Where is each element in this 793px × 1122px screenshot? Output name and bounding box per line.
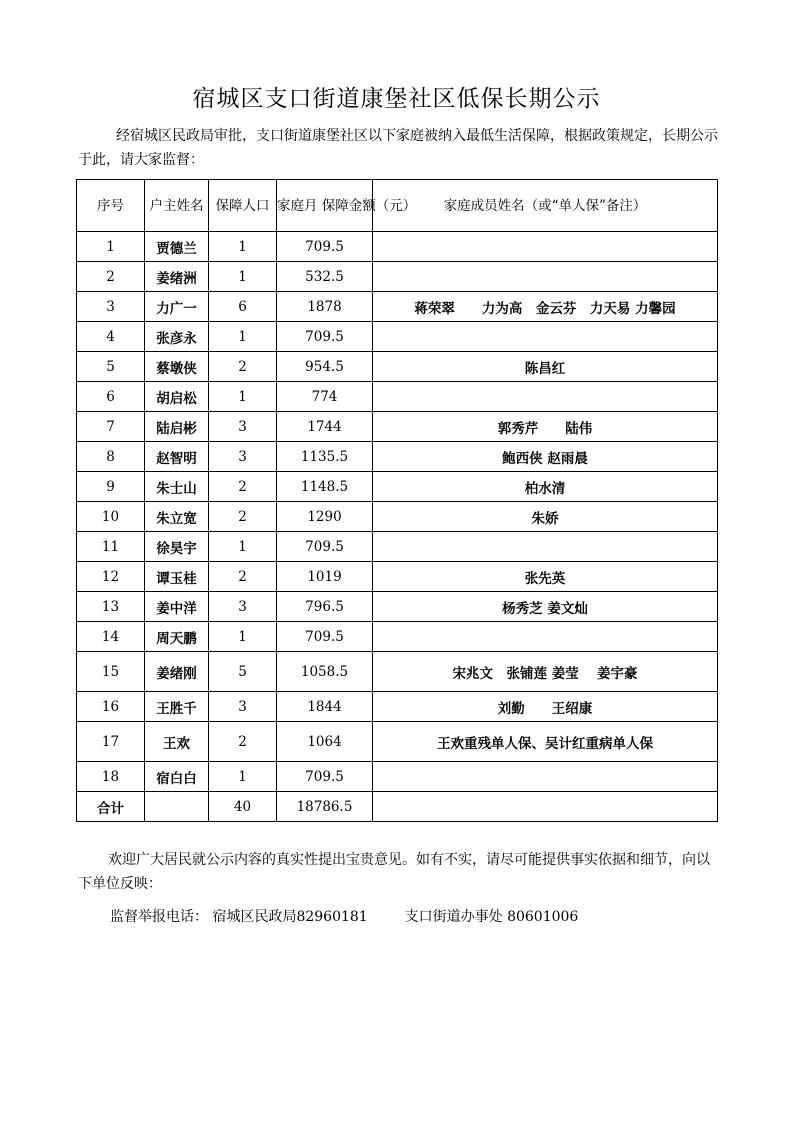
row-count: 2 [209,562,277,592]
row-head-name: 姜中洋 [145,592,209,622]
table-row [77,322,718,352]
row-head-name: 姜绪洲 [145,262,209,292]
row-no: 13 [77,592,145,622]
row-members [373,762,718,792]
total-amount: 18786.5 [277,792,373,822]
row-amount: 954.5 [277,352,373,382]
row-head-name: 姜绪刚 [145,652,209,692]
row-amount: 1064 [277,722,373,762]
row-no: 2 [77,262,145,292]
table-row [77,592,718,622]
row-count: 5 [209,652,277,692]
row-count: 1 [209,532,277,562]
row-head-name: 胡启松 [145,382,209,412]
row-head-name: 赵智明 [145,442,209,472]
row-head-name: 谭玉桂 [145,562,209,592]
row-no: 17 [77,722,145,762]
table-row [77,382,718,412]
table-row [77,292,718,322]
row-no: 15 [77,652,145,692]
row-amount: 1019 [277,562,373,592]
table-row [77,622,718,652]
row-no: 14 [77,622,145,652]
table-row [77,562,718,592]
row-members [373,322,718,352]
row-count: 6 [209,292,277,322]
table-row [77,762,718,792]
row-head-name: 王胜千 [145,692,209,722]
row-amount: 709.5 [277,322,373,352]
row-count: 1 [209,382,277,412]
row-count: 2 [209,722,277,762]
row-amount: 1878 [277,292,373,322]
row-no: 9 [77,472,145,502]
row-members: 王欢重残单人保、吴计红重病单人保 [373,722,718,762]
row-members: 郭秀芹 陆伟 [373,412,718,442]
row-members [373,232,718,262]
row-head-name: 力广一 [145,292,209,322]
total-count: 40 [209,792,277,822]
row-count: 1 [209,262,277,292]
row-no: 16 [77,692,145,722]
row-no: 4 [77,322,145,352]
row-no: 7 [77,412,145,442]
row-amount: 1844 [277,692,373,722]
table-row [77,412,718,442]
row-count: 3 [209,592,277,622]
row-members: 鲍西侠 赵雨晨 [373,442,718,472]
row-amount: 1135.5 [277,442,373,472]
row-count: 3 [209,442,277,472]
row-members [373,262,718,292]
row-count: 3 [209,412,277,442]
row-members: 柏水清 [373,472,718,502]
row-members: 陈昌红 [373,352,718,382]
row-head-name: 陆启彬 [145,412,209,442]
row-amount: 1744 [277,412,373,442]
total-label: 合计 [77,792,145,822]
table-header-row [77,180,718,232]
contact-bureau: 宿城区民政局82960181 [212,909,368,925]
header-members: 家庭成员姓名（或“单人保”备注） [373,180,718,232]
table-row [77,722,718,762]
row-head-name: 王欢 [145,722,209,762]
table-row [77,692,718,722]
row-count: 1 [209,762,277,792]
contact-line [110,906,578,926]
row-members: 蒋荣翠 力为高 金云芬 力天易 力馨园 [373,292,718,322]
table-row [77,472,718,502]
subsistence-allowance-table [76,179,718,822]
row-members [373,622,718,652]
row-head-name: 徐昊宇 [145,532,209,562]
row-members: 宋兆文 张铺莲 姜莹 姜宇豪 [373,652,718,692]
row-head-name: 宿白白 [145,762,209,792]
table-row [77,652,718,692]
row-no: 6 [77,382,145,412]
page-title: 宿城区支口街道康堡社区低保长期公示 [192,86,601,112]
row-amount: 709.5 [277,622,373,652]
row-no: 8 [77,442,145,472]
row-no: 5 [77,352,145,382]
row-count: 1 [209,232,277,262]
header-no: 序号 [77,180,145,232]
row-members [373,532,718,562]
table-row [77,442,718,472]
table-row [77,232,718,262]
row-head-name: 朱士山 [145,472,209,502]
row-no: 3 [77,292,145,322]
contact-label: 监督举报电话： [110,909,208,925]
row-members: 张先英 [373,562,718,592]
table-row [77,502,718,532]
row-amount: 709.5 [277,762,373,792]
row-head-name: 朱立宽 [145,502,209,532]
row-amount: 1290 [277,502,373,532]
row-amount: 1148.5 [277,472,373,502]
row-no: 1 [77,232,145,262]
row-amount: 774 [277,382,373,412]
feedback-paragraph: 欢迎广大居民就公示内容的真实性提出宝贵意见。如有不实，请尽可能提供事实依据和细节，向以下单位反映： [78,852,710,892]
row-head-name: 周天鹏 [145,622,209,652]
row-head-name: 张彦永 [145,322,209,352]
row-amount: 532.5 [277,262,373,292]
row-count: 2 [209,502,277,532]
table-row [77,532,718,562]
total-head-name [145,792,209,822]
row-members: 朱娇 [373,502,718,532]
row-count: 1 [209,622,277,652]
row-no: 10 [77,502,145,532]
row-no: 12 [77,562,145,592]
row-count: 1 [209,322,277,352]
contact-office: 支口街道办事处 80601006 [404,909,579,925]
row-count: 2 [209,352,277,382]
row-no: 11 [77,532,145,562]
row-no: 18 [77,762,145,792]
table-row [77,352,718,382]
table-total-row [77,792,718,822]
header-head-name: 户主姓名 [145,180,209,232]
row-members: 刘勤 王绍康 [373,692,718,722]
header-amount: 家庭月 保障金额（元） [277,180,373,232]
intro-paragraph: 经宿城区民政局审批，支口街道康堡社区以下家庭被纳入最低生活保障，根据政策规定，长期公示于此，请大家监督： [78,128,718,168]
total-members [373,792,718,822]
row-members: 杨秀芝 姜文灿 [373,592,718,622]
row-amount: 709.5 [277,232,373,262]
row-members [373,382,718,412]
row-amount: 709.5 [277,532,373,562]
row-head-name: 蔡墩侠 [145,352,209,382]
table-row [77,262,718,292]
row-amount: 796.5 [277,592,373,622]
row-count: 3 [209,692,277,722]
row-head-name: 贾德兰 [145,232,209,262]
row-count: 2 [209,472,277,502]
row-amount: 1058.5 [277,652,373,692]
header-count: 保障人口 [209,180,277,232]
